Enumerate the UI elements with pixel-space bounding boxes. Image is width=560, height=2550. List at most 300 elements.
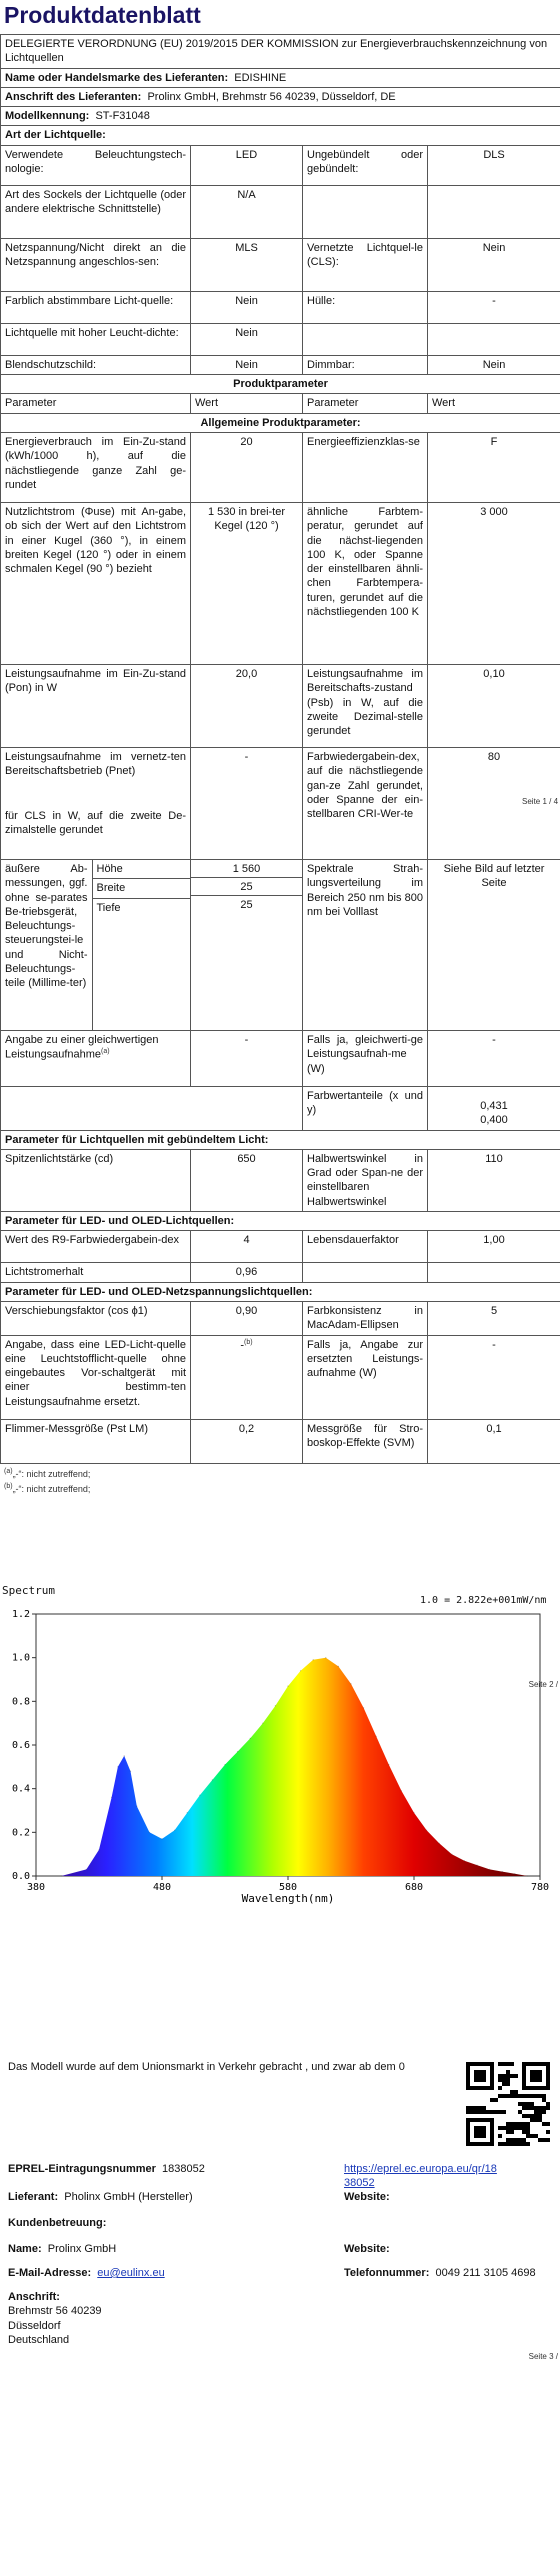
type-label: Ungebündelt oder gebündelt: [303,145,428,185]
model-value: ST-F31048 [95,110,150,123]
page-number: Seite 2 / [528,1680,558,1689]
x-tick-label: 680 [404,1882,424,1893]
qr-module [498,2074,502,2078]
column-header: Wert [191,394,303,413]
name-value: Prolinx GmbH [47,2243,117,2255]
qr-module [506,2078,510,2082]
spectrum-point [61,1875,62,1876]
type-row [1,323,560,355]
param-row [1,1231,560,1263]
equiv-power-label [1,1030,191,1086]
param-label [1,747,191,859]
chromaticity-y: 0,400 [480,1114,508,1127]
qr-module [498,2110,502,2114]
qr-module [466,2106,470,2110]
qr-module [522,2130,526,2134]
spectrum-point [363,1707,364,1708]
dimension-value: 1 560 [191,860,302,878]
param-value: F [428,432,560,502]
type-label: Farblich abstimmbare Licht-quelle: [1,291,191,323]
phone-label: Telefonnummer: [344,2267,430,2279]
email-label: E-Mail-Adresse: [8,2267,92,2279]
param-label: Farbwiedergabein-dex, auf die nächstliegende gan-ze Zahl gerundet, oder Spanne der ein-stellbaren CRI-Wer-te [303,747,428,859]
qr-module [542,2110,546,2114]
param-value: 110 [428,1149,560,1211]
dimension-value: 25 [191,878,302,896]
type-value: MLS [191,238,303,291]
qr-code-icon[interactable] [466,2062,550,2146]
qr-module [498,2126,502,2130]
cri-value: 80 [487,750,501,763]
page-number: Seite 3 / [528,2352,558,2361]
x-axis-label: Wavelength(nm) [241,1892,335,1905]
qr-module [506,2074,510,2078]
qr-module [538,2138,542,2142]
mains-header: Parameter für LED- und OLED-Netzspannungslichtquellen: [1,1282,560,1301]
qr-module [506,2082,510,2086]
qr-module [526,2134,530,2138]
address-label: Anschrift: [8,2291,60,2303]
qr-module [510,2126,514,2130]
spectrum-point [451,1854,452,1855]
type-value: Nein [428,355,560,374]
qr-module [490,2110,494,2114]
trademark-value: EDISHINE [234,71,287,84]
qr-module [534,2106,538,2110]
type-row [1,145,560,185]
qr-module [494,2098,498,2102]
column-header: Parameter [303,394,428,413]
qr-module [498,2094,502,2098]
qr-module [518,2142,522,2146]
supplier-row [8,2190,193,2204]
qr-module [546,2130,550,2134]
qr-module [470,2110,474,2114]
qr-module [514,2074,518,2078]
spectrum-point [86,1869,87,1870]
qr-module [502,2078,506,2082]
name-row [8,2242,116,2256]
type-label: Netzspannung/Nicht direkt an die Netzspannung angeschlos-sen: [1,238,191,291]
market-text: Das Modell wurde auf dem Unionsmarkt in Verkehr gebracht , und zwar ab dem 0 [8,2061,405,2073]
spectrum-point [514,1873,515,1874]
qr-module [518,2126,522,2130]
x-tick-label: 580 [278,1882,298,1893]
qr-module [522,2142,526,2146]
email-row [8,2266,165,2280]
spectrum-point [287,1686,288,1687]
param-label: Energieverbrauch im Ein-Zu-stand (kWh/1000 h), auf die nächstliegende ganze Zahl ge-rundet [1,432,191,502]
qr-module [526,2114,530,2118]
y-tick-label: 0.2 [11,1827,30,1839]
param-label: Falls ja, Angabe zur ersetzten Leistungs-aufnahme (W) [303,1335,428,1419]
qr-module [478,2110,482,2114]
qr-module [474,2126,486,2138]
type-label [303,185,428,238]
param-label: Nutzlichtstrom (Φuse) mit An-gabe, ob sich der Wert auf den Lichtstrom in einer Kugel (360 °), in einem breiten Kegel (120 °) oder in einem schmalen Kegel (90 °) bezieht [1,502,191,664]
param-value [428,747,560,859]
qr-module [478,2106,482,2110]
qr-module [510,2090,514,2094]
spectrum-point [489,1869,490,1870]
eprel-label: EPREL-Eintragungsnummer [8,2163,156,2175]
param-value: 20 [191,432,303,502]
email-link[interactable]: eu@eulinx.eu [97,2267,165,2279]
spectrum-point [111,1797,112,1798]
qr-module [466,2110,470,2114]
qr-module [506,2070,510,2074]
networked-standby-label: Leistungsaufnahme im vernetz-ten Bereitschaftsbetrieb (Pnet) [5,750,186,778]
spectrum-point [262,1723,263,1724]
qr-module [510,2138,514,2142]
qr-module [522,2126,526,2130]
param-label: Falls ja, gleichwerti-ge Leistungsaufnah-me (W) [303,1030,428,1086]
qr-module [534,2110,538,2114]
param-label: ähnliche Farbtem-peratur, gerundet auf die nächst-liegenden 100 K, oder Spanne der einstellbaren ähnli-chen Farbtempera-turen, gerundet auf die nächstliegenden 100 K [303,502,428,664]
footnote-b [4,1481,556,1496]
qr-module [498,2134,502,2138]
spectrum-point [426,1830,427,1831]
param-label: Angabe, dass eine LED-Licht-quelle eine Leuchtstofflicht-quelle ohne eingebautes Vor-schaltgerät mit einer bestimm-ten Leistungsaufnahme ersetzt. [1,1335,191,1419]
spectrum-page [0,1580,560,1980]
directional-header: Parameter für Lichtquellen mit gebündeltem Licht: [1,1130,560,1149]
spectrum-point [124,1755,125,1756]
param-label: Halbwertswinkel in Grad oder Span-ne der einstellbaren Halbwertswinkel [303,1149,428,1211]
type-label: Blendschutzschild: [1,355,191,374]
qr-module [530,2134,534,2138]
param-row [1,1419,560,1463]
type-value: Nein [191,355,303,374]
qr-module [506,2138,510,2142]
trademark-label: Name oder Handelsmarke des Lieferanten: [5,71,229,84]
spectrum-point [149,1832,150,1833]
qr-module [510,2142,514,2146]
qr-module [522,2102,526,2106]
param-row [1,432,560,502]
param-label: Lichtstromerhalt [1,1263,191,1282]
type-value: LED [191,145,303,185]
spectrum-point [313,1659,314,1660]
address-block [8,2290,102,2347]
param-row [1,1086,560,1130]
qr-module [510,2122,514,2126]
type-row [1,291,560,323]
footnotes [0,1464,560,1499]
empty-cell [303,1263,428,1282]
y-tick-label: 0.8 [11,1696,30,1708]
qr-module [510,2094,514,2098]
qr-module [474,2106,478,2110]
spectrum-point [376,1736,377,1737]
qr-module [470,2106,474,2110]
supplier-value: Pholinx GmbH (Hersteller) [64,2191,193,2203]
x-tick-label: 480 [152,1882,172,1893]
param-value [191,1335,303,1419]
param-value: 0,2 [191,1419,303,1463]
param-value: 1 530 in brei-ter Kegel (120 °) [191,502,303,664]
spectrum-point [388,1764,389,1765]
type-header: Art der Lichtquelle: [1,126,560,145]
qr-module [506,2126,510,2130]
model-row [1,107,560,126]
param-value [428,1086,560,1130]
networked-standby-label-2: für CLS in W, auf die zweite De-zimalstelle gerundet [5,809,186,836]
footnote-a [4,1466,556,1481]
qr-module [498,2086,502,2090]
footnote-marker: (a) [101,1048,110,1056]
param-label: Flimmer-Messgröße (Pst LM) [1,1419,191,1463]
param-value: 650 [191,1149,303,1211]
qr-module [522,2114,526,2118]
param-value: 3 000 [428,502,560,664]
spectrum-point [212,1779,213,1780]
qr-module [506,2130,510,2134]
spectral-value: Siehe Bild auf letzter Seite [428,859,560,1030]
qr-module [530,2114,534,2118]
address-line: Deutschland [8,2333,70,2346]
param-value: - [191,747,303,859]
qr-module [506,2142,510,2146]
dimensions-cell [1,859,191,1030]
spectrum-point [250,1738,251,1739]
type-label: Verwendete Beleuchtungstech-nologie: [1,145,191,185]
type-value: Nein [191,323,303,355]
spectrum-point [187,1812,188,1813]
qr-module [534,2118,538,2122]
spectrum-point [502,1871,503,1872]
page-number: Seite 1 / 4 [522,796,559,806]
spectrum-point [199,1795,200,1796]
y-tick-label: 1.2 [11,1609,30,1620]
spectrum-point [300,1670,301,1671]
qr-module [526,2122,530,2126]
footnote-text: „-“: nicht zutreffend; [12,1468,91,1479]
qr-module [510,2074,514,2078]
qr-module [526,2106,530,2110]
param-row [1,1149,560,1211]
qr-module [542,2106,546,2110]
qr-module [502,2094,506,2098]
qr-module [534,2114,538,2118]
qr-module [538,2106,542,2110]
qr-module [510,2130,514,2134]
footnote-marker: (a) [4,1467,13,1475]
qr-module [498,2062,502,2066]
param-label: Leistungsaufnahme im Bereitschafts-zustand (Psb) in W, auf die zweite Dezimal-stelle gerundet [303,664,428,747]
qr-module [530,2102,534,2106]
column-header: Wert [428,394,560,413]
spectrum-point [413,1812,414,1813]
spectrum-scale: 1.0 = 2.822e+001mW/nm [420,1595,547,1606]
param-label: Wert des R9-Farbwiedergabein-dex [1,1231,191,1263]
qr-module [534,2094,538,2098]
param-row [1,1263,560,1282]
page-title: Produktdatenblatt [4,2,201,28]
type-label: Vernetzte Lichtquel-le (CLS): [303,238,428,291]
qr-module [542,2122,546,2126]
spectrum-point [338,1666,339,1667]
supplier-label: Lieferant: [8,2191,59,2203]
qr-module [506,2062,510,2066]
qr-module [526,2130,530,2134]
qr-module [538,2118,542,2122]
type-value: N/A [191,185,303,238]
dimensions-label: äußere Ab-messungen, ggf. ohne se-parates Be-triebsgerät, Beleuchtungs-steuerungstei-le und Nicht-Beleuchtungs-teile (Millime-ter) [1,860,92,1030]
model-label: Modellkennung: [5,110,90,123]
spectrum-point [401,1790,402,1791]
type-label: Hülle: [303,291,428,323]
qr-module [502,2142,506,2146]
qr-module [530,2106,534,2110]
x-tick-label: 380 [26,1882,46,1893]
qr-module [522,2122,526,2126]
qr-module [514,2126,518,2130]
qr-module [482,2110,486,2114]
param-label: Farbwertanteile (x und y) [303,1086,428,1130]
param-row [1,502,560,664]
address-value: Prolinx GmbH, Brehmstr 56 40239, Düsseldorf, DE [147,90,396,103]
param-label: Leistungsaufnahme im Ein-Zu-stand (Pon) in W [1,664,191,747]
spectrum-point [275,1705,276,1706]
footnote-marker: (b) [244,1338,253,1346]
general-params-header: Allgemeine Produktparameter: [1,413,560,432]
spectrum-point [464,1860,465,1861]
chromaticity-x: 0,431 [480,1099,508,1112]
spectrum-point [325,1657,326,1658]
address-row [1,87,560,106]
qr-module [518,2094,522,2098]
param-row [1,1335,560,1419]
empty-cell [1,1086,303,1130]
address-line: Brehmstr 56 40239 [8,2305,102,2318]
param-label: Energieeffizienzklas-se [303,432,428,502]
qr-module [474,2110,478,2114]
phone-row [344,2266,536,2280]
param-row [1,664,560,747]
param-label: Spitzenlichtstärke (cd) [1,1149,191,1211]
phone-value: 0049 211 3105 4698 [435,2267,536,2279]
type-label: Lichtquelle mit hoher Leucht-dichte: [1,323,191,355]
qr-module [498,2078,502,2082]
contact-page [0,1980,560,2550]
qr-module [518,2110,522,2114]
qr-module [530,2070,542,2082]
qr-module [514,2122,518,2126]
qr-module [482,2106,486,2110]
regulation-text: DELEGIERTE VERORDNUNG (EU) 2019/2015 DER KOMMISSION zur Energieverbrauchskennzeichnung von Lichtquellen [1,35,560,69]
spectrum-point [174,1830,175,1831]
dimension-name: Breite [92,879,190,898]
param-label: Verschiebungsfaktor (cos ϕ1) [1,1301,191,1335]
qr-module [538,2110,542,2114]
param-label: Lebensdauerfaktor [303,1231,428,1263]
param-value: 0,96 [191,1263,303,1282]
param-value: 0,90 [191,1301,303,1335]
dimension-value: 25 [240,898,253,911]
eprel-row [8,2162,205,2176]
spectrum-point [224,1764,225,1765]
param-value: 5 [428,1301,560,1335]
qr-module [534,2134,538,2138]
eprel-link-wrap [344,2162,504,2191]
qr-module [486,2110,490,2114]
service-header: Kundenbetreuung: [8,2217,107,2229]
qr-module [502,2126,506,2130]
spectrum-chart [0,1600,560,1930]
qr-module [474,2070,486,2082]
address-label: Anschrift des Lieferanten: [5,90,142,103]
qr-module [518,2138,522,2142]
spectrum-point [117,1766,118,1767]
spectrum-point [350,1683,351,1684]
datasheet-table [0,34,560,1464]
qr-module [546,2138,550,2142]
y-tick-label: 0.0 [11,1871,30,1882]
eprel-link[interactable]: https://eprel.ec.europa.eu/qr/18 38052 [344,2163,497,2190]
qr-module [518,2122,522,2126]
y-tick-label: 1.0 [11,1652,30,1664]
qr-module [490,2098,494,2102]
param-row [1,1301,560,1335]
qr-module [526,2094,530,2098]
param-label: Farbkonsistenz in MacAdam-Ellipsen [303,1301,428,1335]
qr-module [530,2094,534,2098]
qr-module [502,2074,506,2078]
qr-module [542,2138,546,2142]
type-row [1,185,560,238]
qr-module [514,2094,518,2098]
website2-label: Website: [344,2243,390,2255]
spectrum-title: Spectrum [2,1584,55,1597]
qr-module [502,2062,506,2066]
spectrum-area [36,1658,540,1876]
type-value [428,185,560,238]
param-label: Messgröße für Stro-boskop-Effekte (SVM) [303,1419,428,1463]
type-value: - [428,291,560,323]
type-row [1,238,560,291]
param-value: 1,00 [428,1231,560,1263]
equiv-power-text: Angabe zu einer gleichwertigen Leistungsaufnahme [5,1033,159,1061]
spectrum-point [130,1771,131,1772]
type-label [303,323,428,355]
qr-module [498,2142,502,2146]
replace-value: - [240,1339,245,1352]
qr-module [518,2102,522,2106]
spectrum-point [35,1875,36,1876]
type-label: Art des Sockels der Lichtquelle (oder andere elektrische Schnittstelle) [1,185,191,238]
qr-module [514,2090,518,2094]
qr-module [538,2114,542,2118]
spectrum-point [136,1806,137,1807]
qr-module [546,2122,550,2126]
qr-module [502,2082,506,2086]
param-row [1,1030,560,1086]
qr-module [506,2094,510,2098]
spectrum-point [98,1849,99,1850]
qr-module [538,2094,542,2098]
param-value: - [428,1335,560,1419]
spectrum-point [237,1751,238,1752]
eprel-value: 1838052 [162,2163,205,2175]
address-line: Düsseldorf [8,2319,61,2332]
product-params-header: Produktparameter [1,375,560,394]
trademark-row [1,68,560,87]
footnote-text: „-“: nicht zutreffend; [12,1483,91,1494]
qr-module [502,2110,506,2114]
qr-module [526,2102,530,2106]
column-header-row [1,394,560,413]
website-label: Website: [344,2191,390,2203]
